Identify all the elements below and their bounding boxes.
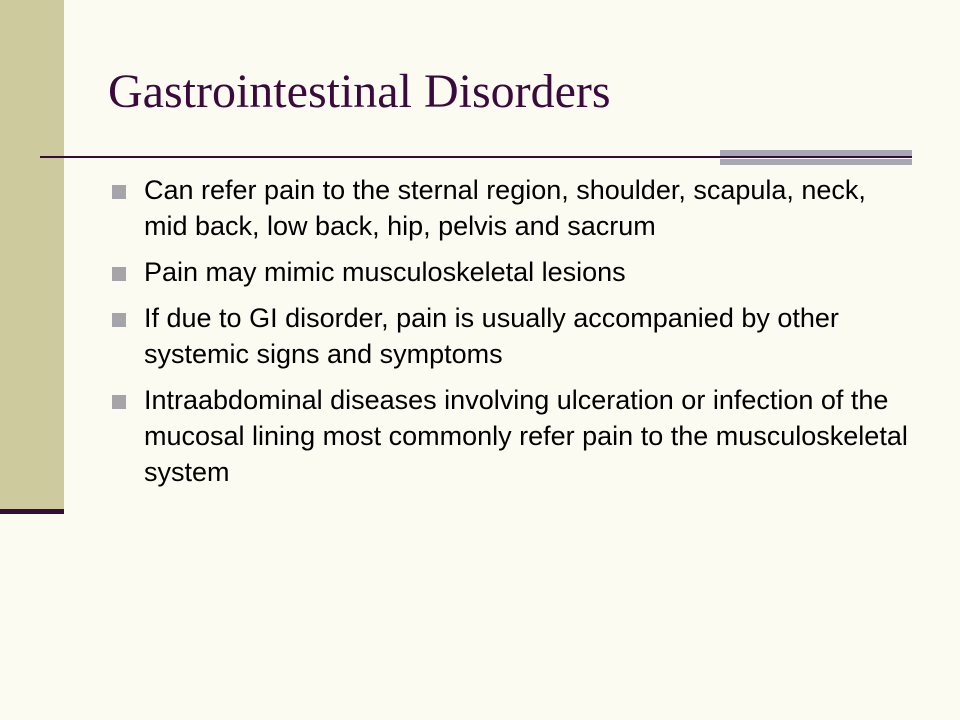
bullet-text: Intraabdominal diseases involving ulceration or infection of the mucosal lining most commonly refer pain to the musculoskeletal system [144, 385, 908, 487]
square-bullet-icon [112, 185, 126, 199]
bullet-text: Pain may mimic musculoskeletal lesions [144, 257, 626, 287]
left-sidebar-band [0, 0, 64, 510]
square-bullet-icon [112, 267, 126, 281]
title-divider-accent-top [720, 150, 912, 156]
bullet-item [112, 382, 912, 490]
bullet-text: Can refer pain to the sternal region, shoulder, scapula, neck, mid back, low back, hip, pelvis and sacrum [144, 175, 866, 241]
bullet-list [112, 172, 912, 500]
slide-title: Gastrointestinal Disorders [108, 65, 611, 118]
bullet-item [112, 172, 912, 244]
square-bullet-icon [112, 313, 126, 327]
title-divider-accent-bottom [720, 159, 912, 165]
title-divider [40, 156, 912, 158]
bullet-item [112, 300, 912, 372]
square-bullet-icon [112, 395, 126, 409]
bullet-text: If due to GI disorder, pain is usually accompanied by other systemic signs and symptoms [144, 303, 839, 369]
bullet-item [112, 254, 912, 290]
left-sidebar-accent-line [0, 509, 64, 514]
